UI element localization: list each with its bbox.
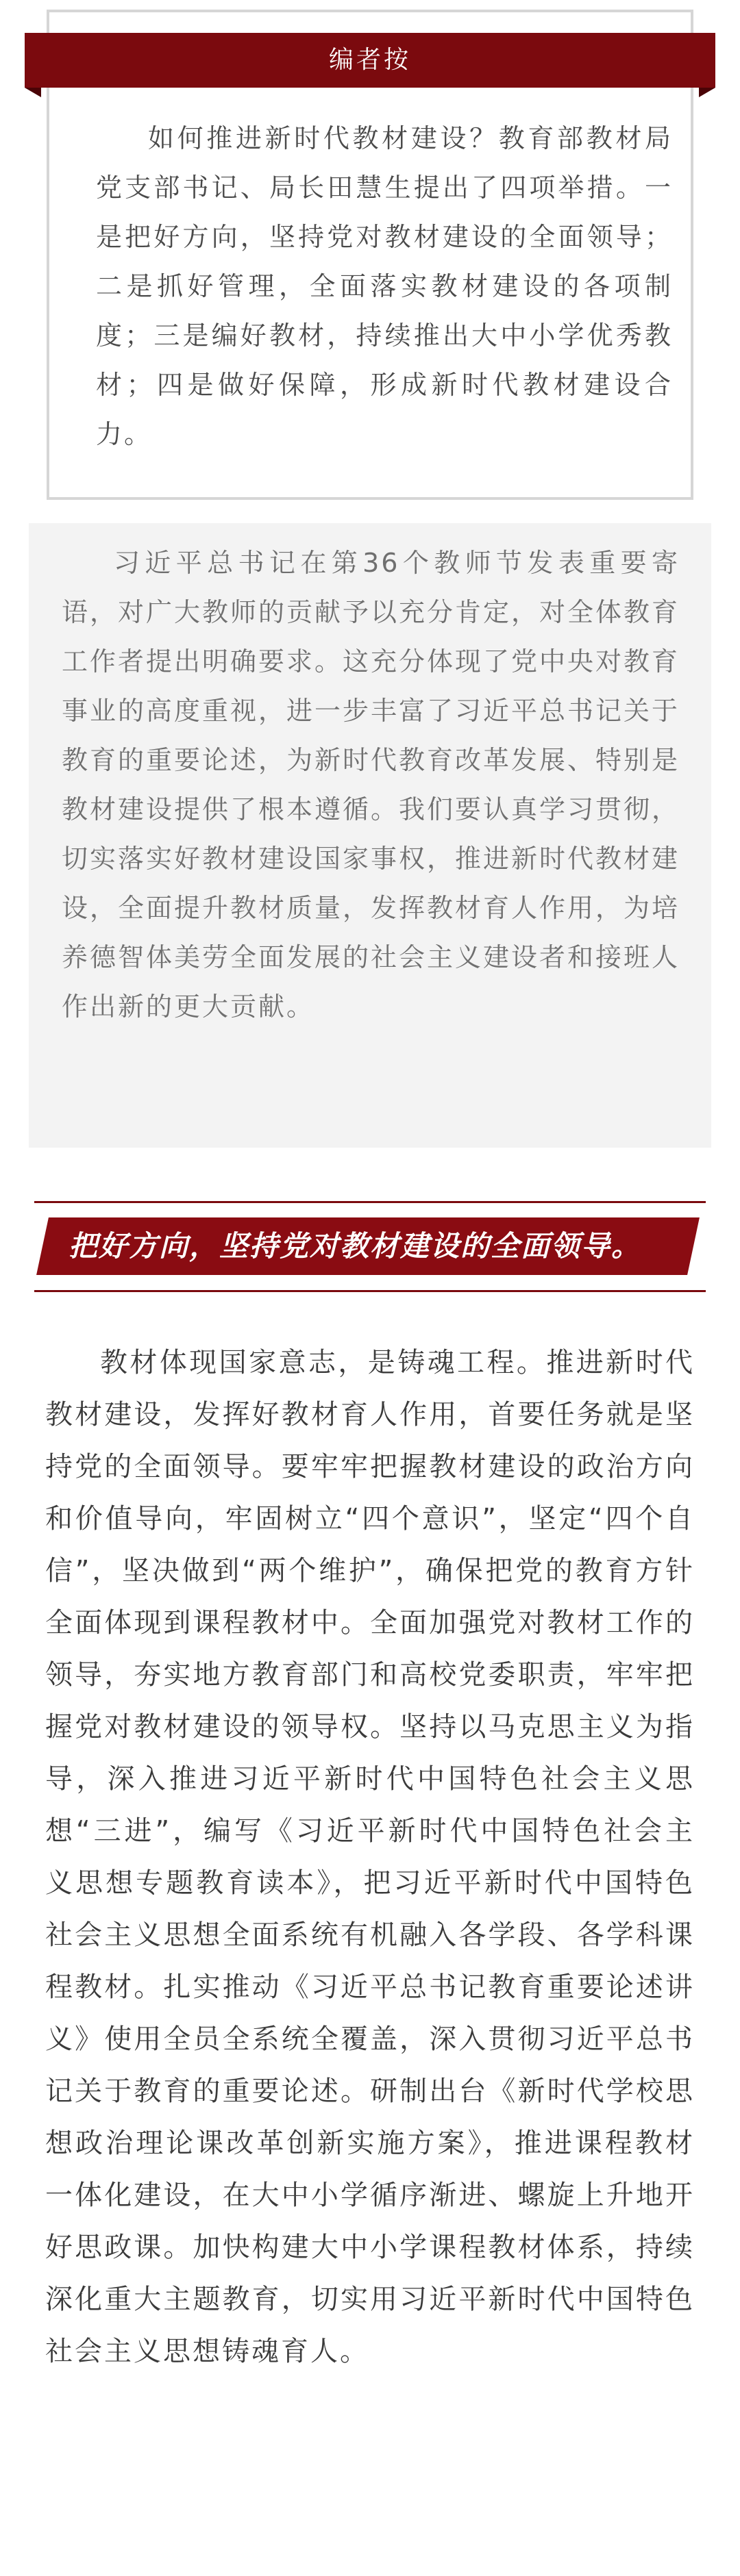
editor-note-title: 编者按 (328, 46, 411, 74)
editor-note-text: 如何推进新时代教材建设？教育部教材局党支部书记、局长田慧生提出了四项举措。一是把好方向，坚持党对教材建设的全面领导；二是抓好管理，全面落实教材建设的各项制度；三是编好教材，持续推出大中小学优秀教材；四是做好保障，形成新时代教材建设合力。 (96, 123, 673, 449)
section-top-rule (34, 1201, 706, 1203)
intro-quote-text: 习近平总书记在第36个教师节发表重要寄语，对广大教师的贡献予以充分肯定，对全体教育工作者提出明确要求。这充分体现了党中央对教育事业的高度重视，进一步丰富了习近平总书记关于教育的重要论述，为新时代教育改革发展、特别是教材建设提供了根本遵循。我们要认真学习贯彻，切实落实好教材建设国家事权，推进新时代教材建设，全面提升教材质量，发挥教材育人作用，为培养德智体美劳全面发展的社会主义建设者和接班人作出新的更大贡献。 (62, 548, 680, 1022)
intro-quote-box (29, 523, 711, 1148)
section-body-text: 教材体现国家意志，是铸魂工程。推进新时代教材建设，发挥好教材育人作用，首要任务就是坚持党的全面领导。要牢牢把握教材建设的政治方向和价值导向，牢固树立“四个意识”，坚定“四个自信”，坚决做到“两个维护”，确保把党的教育方针全面体现到课程教材中。全面加强党对教材工作的领导，夯实地方教育部门和高校党委职责，牢牢把握党对教材建设的领导权。坚持以马克思主义为指导，深入推进习近平新时代中国特色社会主义思想“三进”，编写《习近平新时代中国特色社会主义思想专题教育读本》，把习近平新时代中国特色社会主义思想全面系统有机融入各学段、各学科课程教材。扎实推动《习近平总书记教育重要论述讲义》使用全员全系统全覆盖，深入贯彻习近平总书记关于教育的重要论述。研制出台《新时代学校思想政治理论课改革创新实施方案》，推进课程教材一体化建设，在大中小学循序渐进、螺旋上升地开好思政课。加快构建大中小学课程教材体系，持续深化重大主题教育，切实用习近平新时代中国特色社会主义思想铸魂育人。 (45, 1347, 695, 2367)
section-bottom-rule (34, 1290, 706, 1292)
editor-note-ribbon (25, 33, 715, 88)
section-heading: 把好方向，坚持党对教材建设的全面领导。 (69, 1229, 642, 1263)
